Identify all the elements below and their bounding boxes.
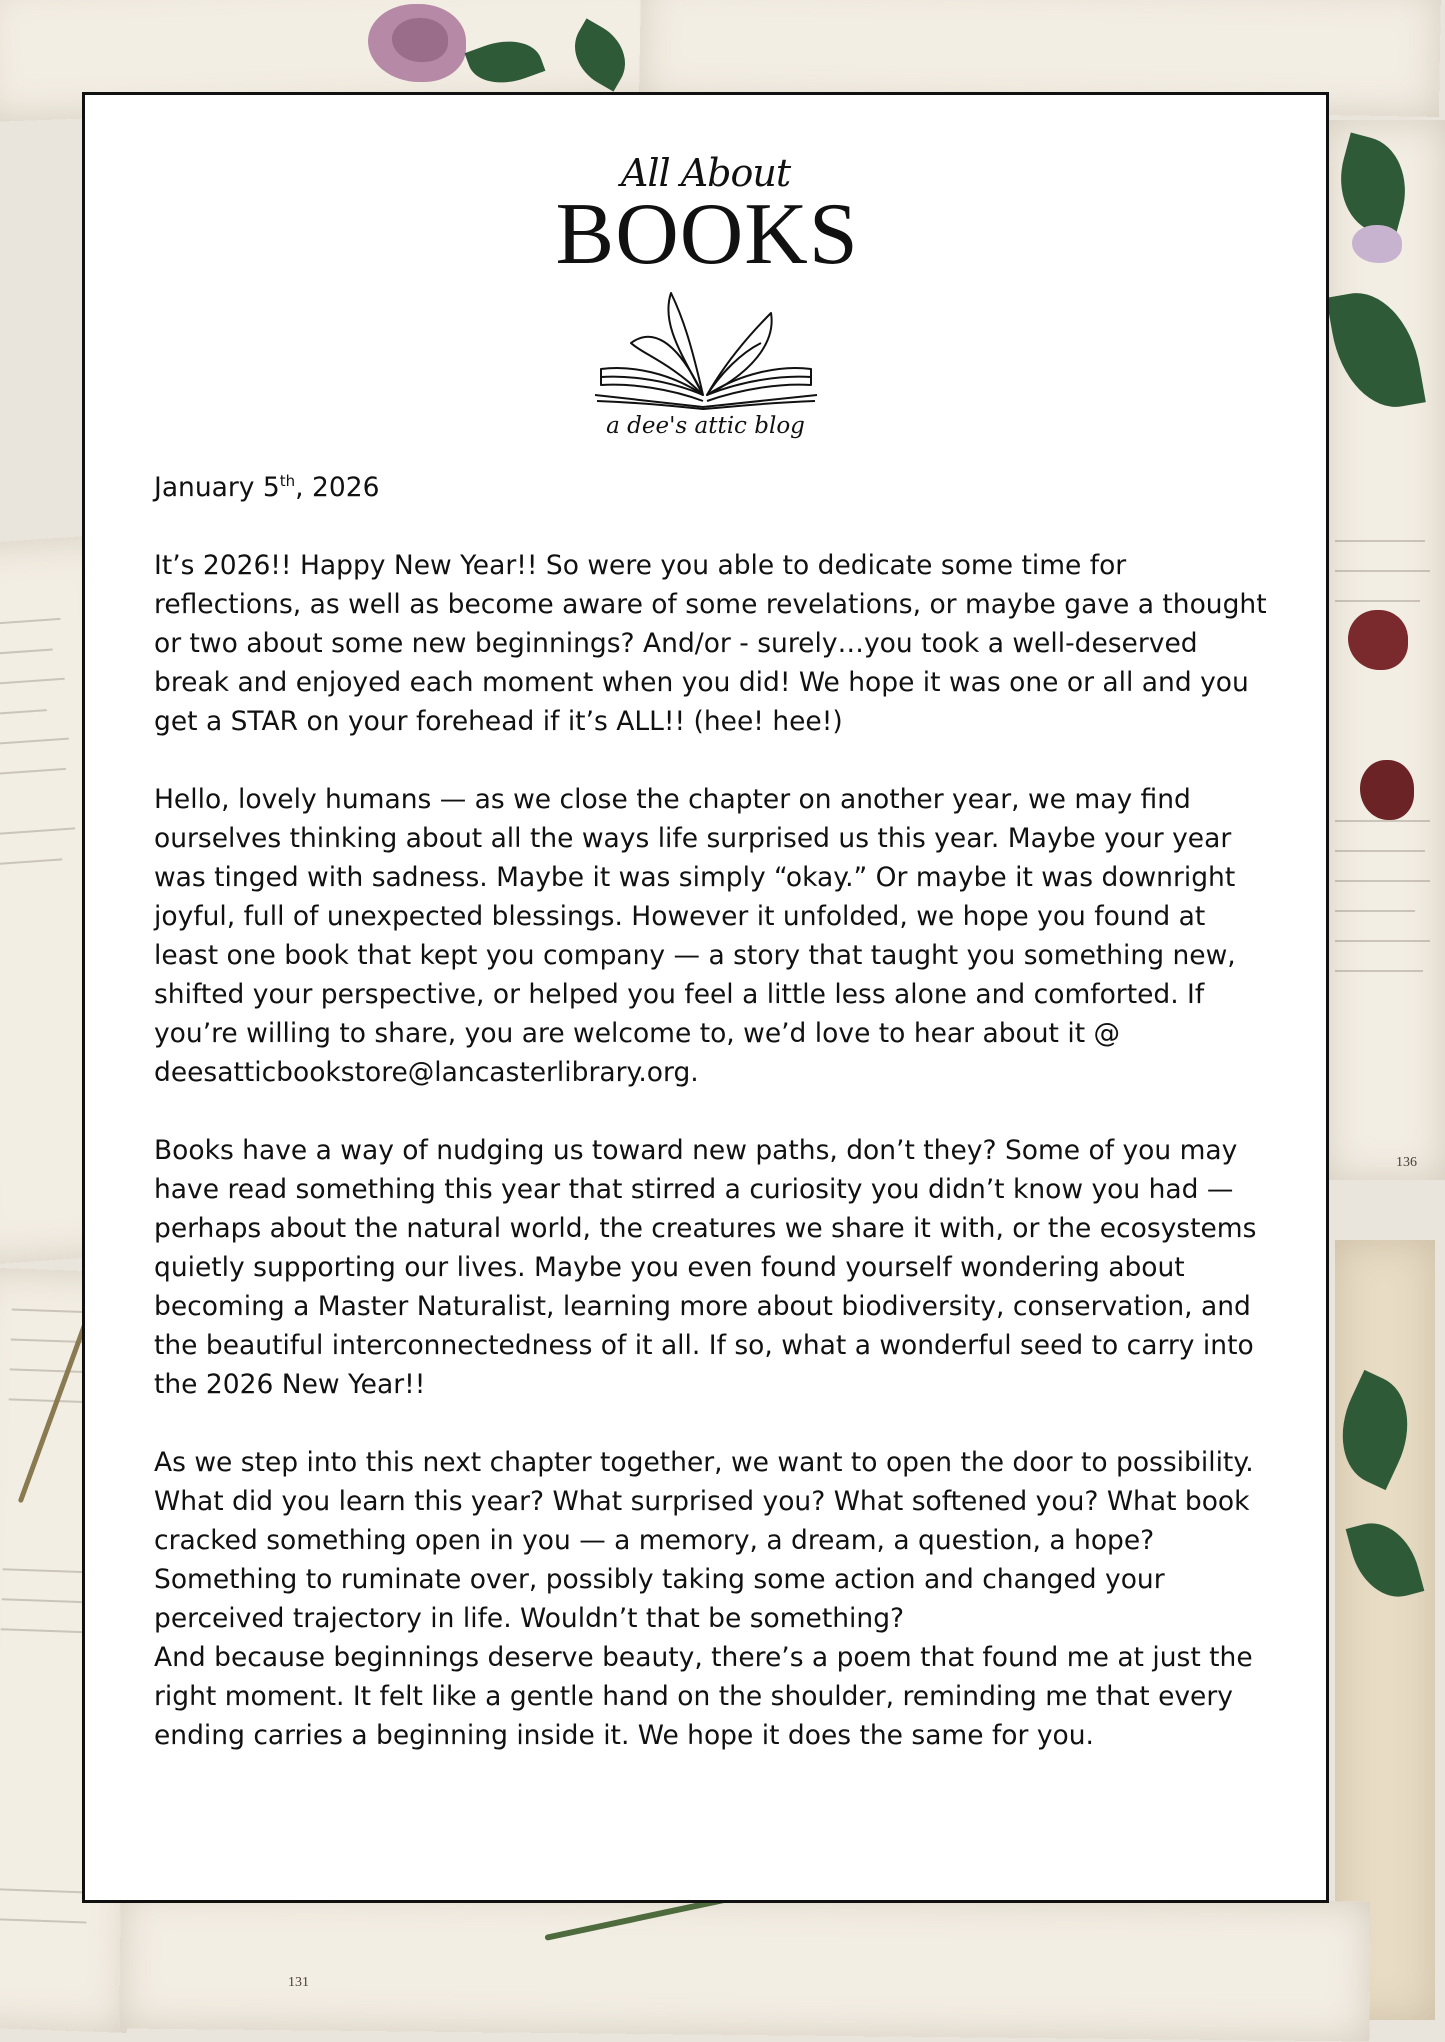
page-number-right: 136 [1396, 1155, 1417, 1170]
date-year: , 2026 [295, 472, 380, 503]
paragraph-next-chapter: As we step into this next chapter together, we want to open the door to possibility. What did you learn this year? What surprised you? What softened you? What book cracked something open in you — a memory, a dream, a question, a hope? Something to ruminate over, possibly taking some action and changed your perceived trajectory in life. Wouldn’t that be something? [154, 1447, 1254, 1634]
rose-flower [392, 18, 448, 62]
open-book-icon [591, 283, 821, 411]
dried-red-flower [1360, 760, 1414, 820]
letter-body [154, 468, 1274, 1755]
letter-date [154, 468, 1274, 507]
paragraph-new-year: It’s 2026!! Happy New Year!! So were you able to dedicate some time for reflections, as well as become aware of some revelations, or maybe gave a thought or two about some new beginnings? And/or - surely…you took a well-deserved break and enjoyed each moment when you did! We hope it was one or all and you get a STAR on your forehead if it’s ALL!! (hee! hee!) [154, 550, 1267, 737]
paragraph-new-paths: Books have a way of nudging us toward new paths, don’t they? Some of you may have read something this year that stirred a curiosity you didn’t know you had — perhaps about the natural world, the creatures we share it with, or the ecosystems quietly supporting our lives. Maybe you even found yourself wondering about becoming a Master Naturalist, learning more about biodiversity, conservation, and the beautiful interconnectedness of it all. If so, what a wonderful seed to carry into the 2026 New Year!! [154, 1135, 1257, 1400]
paragraph-poem-intro: And because beginnings deserve beauty, there’s a poem that found me at just the right moment. It felt like a gentle hand on the shoulder, reminding me that every ending carries a beginning inside it. We hope it does the same for you. [154, 1642, 1253, 1751]
paragraph-year-reflection: Hello, lovely humans — as we close the chapter on another year, we may find ourselves thinking about all the ways life surprised us this year. Maybe your year was tinged with sadness. Maybe it was simply “okay.” Or maybe it was downright joyful, full of unexpected blessings. However it unfolded, we hope you found at least one book that kept you company — a story that taught you something new, shifted your perspective, or helped you feel a little less alone and comforted. If you’re willing to share, you are welcome to, we’d love to hear about it @ deesatticbookstore@lancasterlibrary.org. [154, 784, 1236, 1088]
page-number-left: 131 [288, 1975, 309, 1990]
logo-tagline: a dee's attic blog [606, 413, 805, 439]
logo-title: BOOKS [555, 186, 859, 283]
date-ordinal-suffix: th [279, 472, 296, 490]
book-page-bottom [119, 1888, 1370, 2041]
dried-red-flower [1348, 610, 1408, 670]
letter-card [82, 92, 1329, 1903]
logo-script-text: All About [620, 151, 791, 195]
date-month-day: January 5 [154, 472, 280, 503]
blog-logo [555, 151, 859, 439]
lilac-flower [1352, 225, 1402, 263]
